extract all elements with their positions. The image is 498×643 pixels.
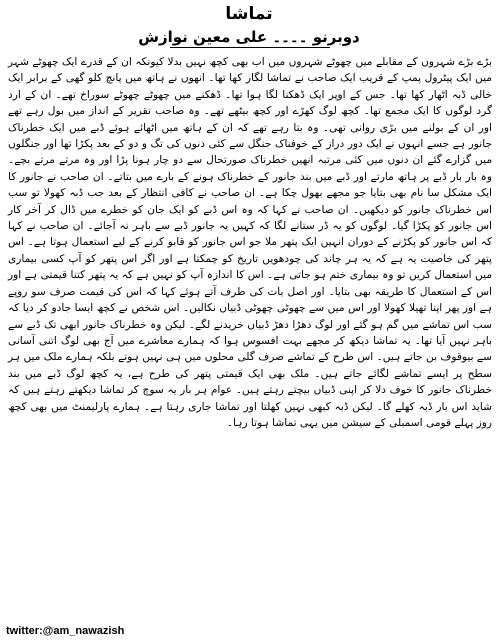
column-body-text: بڑے بڑے شہروں کے مقابلے میں چھوٹے شہروں میں اب بھی کچھ نہیں بدلا کیونکہ ان کے قدرے ایک چھوٹے شہر میں ایک پیٹرول پمپ کے قریب ایک صاحب نے تماشا لگار کھا تھا۔ انھوں نے ہاتھ میں پانچ کلو گھی کے برابر ایک خالی ڈبہ اٹھار کھا تھا۔ جس کے اوپر ایک ڈھکنا لگا ہوا تھا۔ ڈھکنے میں چھوٹے چھوٹے سوراخ تھے۔ ان کے ارد گرد لوگوں کا ایک مجمع تھا۔ کچھ لوگ کھڑے اور کچھ بیٹھے تھے۔ وہ صاحب تقریر کے انداز میں بول رہے تھے اور ان کے بولنے میں بڑی روانی تھی۔ وہ بتا رہے تھے کہ ان کے ہاتھ میں اٹھائے ہوئے ڈبے میں ایک خطرناک جانور ہے جسے انہوں نے ایک دور دراز کے خوفناک جنگل سے کئی دنوں کی تگ و دو کے بعد پکڑا تھا اور جنگلوں میں گزارے گئے ان دنوں میں کئی مرتبہ انھیں خطرناک صورتحال سے دو چار ہونا پڑا اور وہ مرتے مرتے بچے۔ وہ بار بار ڈبے پر ہاتھ مارتے اور ڈبے میں بند جانور کے خطرناک ہونے کے بارے میں بتاتے۔ ان صاحب نے جانور کا ایک مشکل سا نام بھی بتایا جو مجھے بھول چکا ہے۔ ان صاحب نے کافی انتظار کے بعد جب ڈبہ کھولا تو سب اس خطرناک جانور کو دیکھیں۔ ان صاحب نے کہا کہ وہ اس ڈبے کو ایک جان کو خطرے میں ڈال کر آخر کار اس جانور کو پکڑا گیا۔ لوگوں کو یہ ڈر ستانے لگا کہ کہیں یہ جانور ڈبے سے باہر نہ آجائے۔ ان صاحب نے کہا کہ اس جانور کو پکڑنے کے دوران انہیں ایک پتھر ملا جو اس جانور کو قابو کرنے کے لیے استعمال ہوتا ہے۔ اس پتھر کی خاصیت یہ ہے کہ یہ ہر چاند کی چودھویں تاریخ کو چمکتا ہے اور اگر اس پتھر کو آپ کسی بیماری میں استعمال کریں تو وہ بیماری ختم ہو جاتی ہے۔ اس کا اندازہ آپ کو نہیں ہے کہ یہ پتھر کتنا قیمتی ہے اور اس کے استعمال کا طریقہ بھی بتایا۔ اور اصل بات کی طرف آتے ہوئے کہا کہ اس کی قیمت صرف سو روپے ہے اور پھر اپنا تھیلا کھولا اور اس میں سے چھوٹی چھوٹی ڈبیاں نکالیں۔ اس شخص نے کچھ ایسا جادو کر دیا کہ سب اس تماشے میں گم ہو گئے اور لوگ دھڑا دھڑ ڈبیاں خریدنے لگے۔ لیکن وہ خطرناک جانور ابھی تک ڈبے سے باہر نہیں آیا تھا۔ یہ تماشا دیکھ کر مجھے بہت افسوس ہوا کہ ہمارے معاشرے میں آج بھی لوگ اتنی آسانی سے بیوقوف بن جاتے ہیں۔ اس طرح کے تماشے صرف گلی محلوں میں ہی نہیں ہوتے بلکہ ہمارے ملک میں ہر سطح پر ایسے تماشے لگائے جاتے ہیں۔ ملک بھی ایک قیمتی پتھر کی طرح ہے، یہ کچھ لوگ ڈبے میں بند خطرناک جانور کا خوف دلا کر اپنی ڈبیاں بیچتے رہتے ہیں۔ عوام ہر بار یہ سوچ کر تماشا دیکھتے رہتے ہیں کہ شاید اس بار ڈبہ کھلے گا۔ لیکن ڈبہ کبھی نہیں کھلتا اور تماشا جاری رہتا ہے۔ ہمارے پارلیمنٹ میں بھی کچھ روز پہلے قومی اسمبلی کے سیشن میں یہی تماشا ہوتا رہا۔ (8, 56, 492, 429)
byline-underline (170, 47, 330, 48)
author-twitter-handle: twitter:@am_nawazish (6, 625, 125, 637)
column-title: تماشا (225, 4, 273, 24)
column-body (8, 54, 492, 431)
column-byline: دوبرنو ۔۔۔۔ علی معین نوازش (138, 28, 360, 46)
